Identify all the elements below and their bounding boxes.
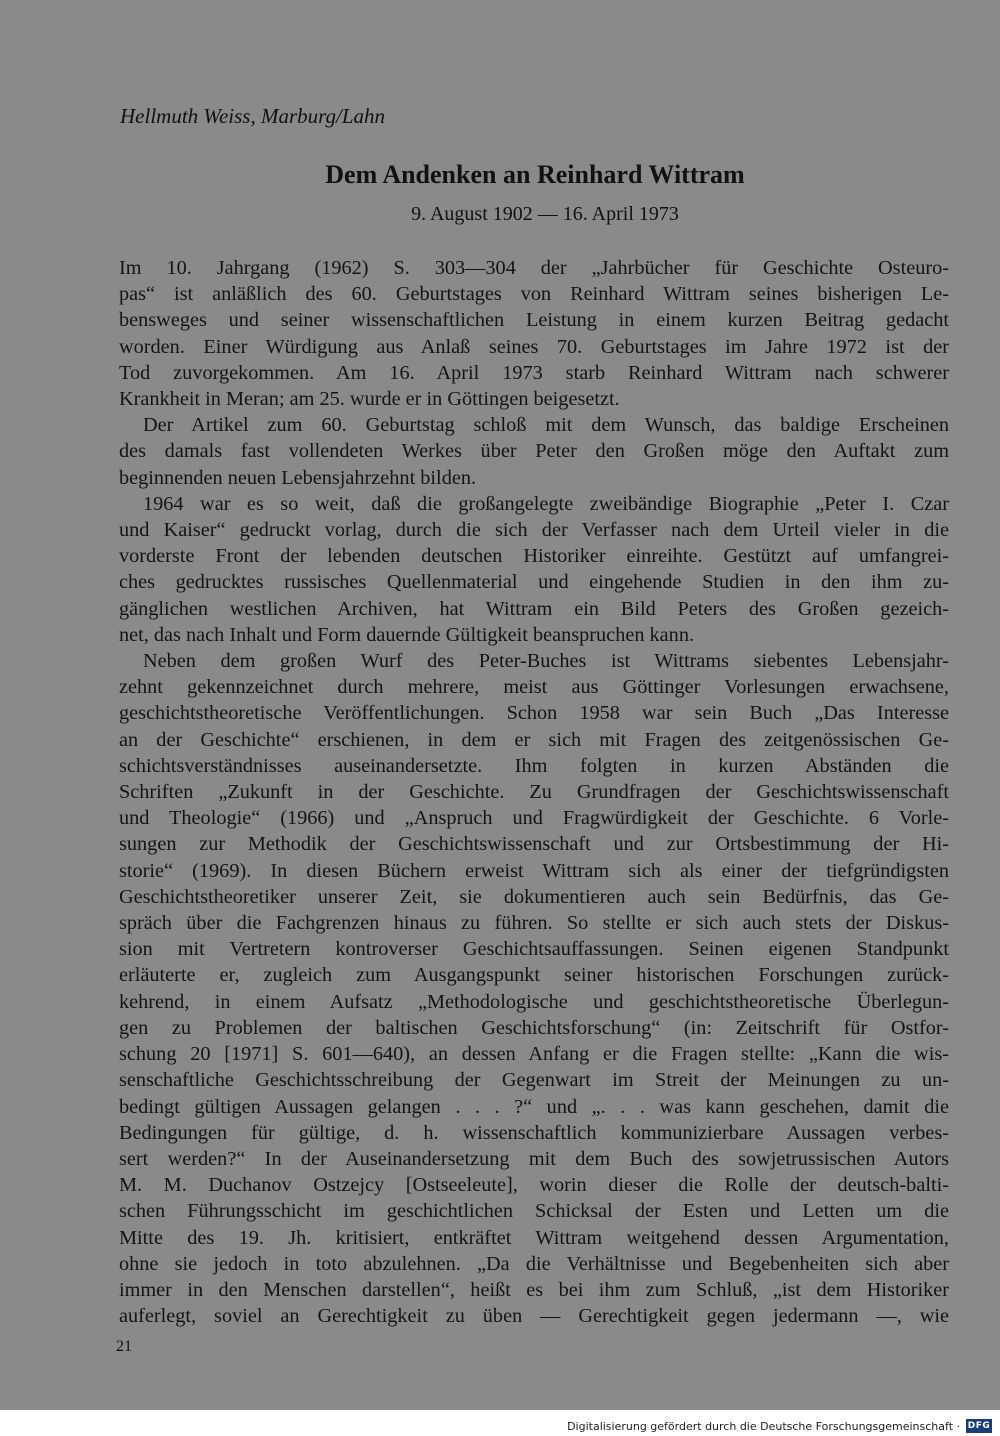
paragraph xyxy=(119,412,949,491)
text-line: 1964 war es so weit, daß die großangelegte zweibändige Biographie „Peter I. Czar xyxy=(143,492,949,515)
text-line: erläuterte er, zugleich zum Ausgangspunkt seiner historischen Forschungen zurück- xyxy=(119,964,949,987)
text-line: gänglichen westlichen Archiven, hat Wittram ein Bild Peters des Großen gezeich- xyxy=(119,597,949,620)
text-line: und Theologie“ (1966) und „Anspruch und Fragwürdigkeit der Geschichte. 6 Vorle- xyxy=(119,807,949,830)
text-line: kehrend, in einem Aufsatz „Methodologische und geschichtstheoretische Überlegun- xyxy=(119,990,949,1013)
text-line: Krankheit in Meran; am 25. wurde er in Göttingen beigesetzt. xyxy=(119,388,620,411)
text-line: beginnenden neuen Lebensjahrzehnt bilden. xyxy=(119,466,477,489)
text-line: senschaftliche Geschichtsschreibung der Gegenwart im Streit der Meinungen zu un- xyxy=(119,1069,949,1092)
paragraph xyxy=(119,255,949,412)
text-line: Neben dem großen Wurf des Peter-Buches ist Wittrams siebentes Lebensjahr- xyxy=(143,650,949,673)
text-line: spräch über die Fachgrenzen hinaus zu führen. So stellte er sich auch stets der Diskus- xyxy=(119,912,949,935)
text-line: schen Führungsschicht im geschichtlichen Schicksal der Esten und Letten um die xyxy=(119,1200,949,1223)
dfg-logo: DFG xyxy=(967,1421,991,1431)
text-line: net, das nach Inhalt und Form dauernde Gültigkeit beanspruchen kann. xyxy=(119,623,695,646)
text-line: ohne sie jedoch in toto abzulehnen. „Da die Verhältnisse und Begebenheiten sich aber xyxy=(119,1252,949,1275)
text-line: schichtsverständnisses auseinandersetzte. Ihm folgten in kurzen Abständen die xyxy=(119,754,949,777)
text-line: storie“ (1969). In diesen Büchern erweist Wittram sich als einer der tiefgründigsten xyxy=(119,859,949,882)
article-body xyxy=(119,255,949,1329)
text-line: auferlegt, soviel an Gerechtigkeit zu üben — Gerechtigkeit gegen jedermann —, wie xyxy=(119,1305,949,1328)
text-line: Der Artikel zum 60. Geburtstag schloß mit dem Wunsch, das baldige Erscheinen xyxy=(143,414,949,437)
text-line: an der Geschichte“ erschienen, in dem er sich mit Fragen des zeitgenössischen Ge- xyxy=(119,728,949,751)
text-line: immer in den Menschen darstellen“, heißt es bei ihm zum Schluß, „ist dem Historiker xyxy=(119,1278,949,1301)
text-line: Bedingungen für gültige, d. h. wissenschaftlich kommunizierbare Aussagen verbes- xyxy=(119,1121,949,1144)
text-line: M. M. Duchanov Ostzejcy [Ostseeleute], worin dieser die Rolle der deutsch-balti- xyxy=(119,1174,949,1197)
author-line: Hellmuth Weiss, Marburg/Lahn xyxy=(120,104,386,128)
text-line: Tod zuvorgekommen. Am 16. April 1973 starb Reinhard Wittram nach schwerer xyxy=(119,361,949,384)
paragraph xyxy=(119,648,949,1329)
text-line: des damals fast vollendeten Werkes über Peter den Großen möge den Auftakt zum xyxy=(119,440,949,463)
article-title: Dem Andenken an Reinhard Wittram xyxy=(325,160,745,189)
text-line: Schriften „Zukunft in der Geschichte. Zu Grundfragen der Geschichtswissenschaft xyxy=(119,781,949,804)
life-dates: 9. August 1902 — 16. April 1973 xyxy=(411,203,679,225)
text-line: geschichtstheoretische Veröffentlichungen. Schon 1958 war sein Buch „Das Interesse xyxy=(119,702,949,725)
paragraph xyxy=(119,491,949,648)
text-line: zehnt gekennzeichnet durch mehrere, meist aus Göttinger Vorlesungen erwachsene, xyxy=(119,676,949,699)
text-line: bedingt gültigen Aussagen gelangen . . . ?“ und „. . . was kann geschehen, damit die xyxy=(119,1095,949,1118)
text-line: Im 10. Jahrgang (1962) S. 303—304 der „Jahrbücher für Geschichte Osteuro- xyxy=(119,257,949,279)
text-line: worden. Einer Würdigung aus Anlaß seines 70. Geburtstages im Jahre 1972 ist der xyxy=(119,335,949,358)
text-line: sungen zur Methodik der Geschichtswissenschaft und zur Ortsbestimmung der Hi- xyxy=(119,833,949,856)
page-number: 21 xyxy=(116,1338,132,1355)
text-line: pas“ ist anläßlich des 60. Geburtstages von Reinhard Wittram seines bisherigen Le- xyxy=(119,283,949,306)
footer-text: Digitalisierung gefördert durch die Deutsche Forschungsgemeinschaft · xyxy=(567,1419,960,1433)
text-line: sert werden?“ In der Auseinandersetzung mit dem Buch des sowjetrussischen Autors xyxy=(119,1147,949,1170)
text-line: und Kaiser“ gedruckt vorlag, durch die sich der Verfasser nach dem Urteil vieler in die xyxy=(119,519,949,542)
text-line: ches gedrucktes russisches Quellenmaterial und eingehende Studien in den ihm zu- xyxy=(119,571,949,594)
text-line: vorderste Front der lebenden deutschen Historiker einreihte. Gestützt auf umfangrei- xyxy=(119,545,949,568)
text-line: schung 20 [1971] S. 601—640), an dessen Anfang er die Fragen stellte: „Kann die wis- xyxy=(119,1043,949,1066)
text-line: Geschichtstheoretiker unserer Zeit, sie dokumentieren auch sein Bedürfnis, das Ge- xyxy=(119,885,949,908)
text-line: gen zu Problemen der baltischen Geschichtsforschung“ (in: Zeitschrift für Ostfor- xyxy=(119,1016,949,1039)
digitization-footer xyxy=(567,1417,992,1435)
text-line: sion mit Vertretern kontroverser Geschichtsauffassungen. Seinen eigenen Standpunkt xyxy=(119,938,949,961)
text-line: Mitte des 19. Jh. kritisiert, entkräftet Wittram weitgehend dessen Argumentation, xyxy=(119,1226,949,1249)
text-line: bensweges und seiner wissenschaftlichen Leistung in einem kurzen Beitrag gedacht xyxy=(119,309,949,332)
